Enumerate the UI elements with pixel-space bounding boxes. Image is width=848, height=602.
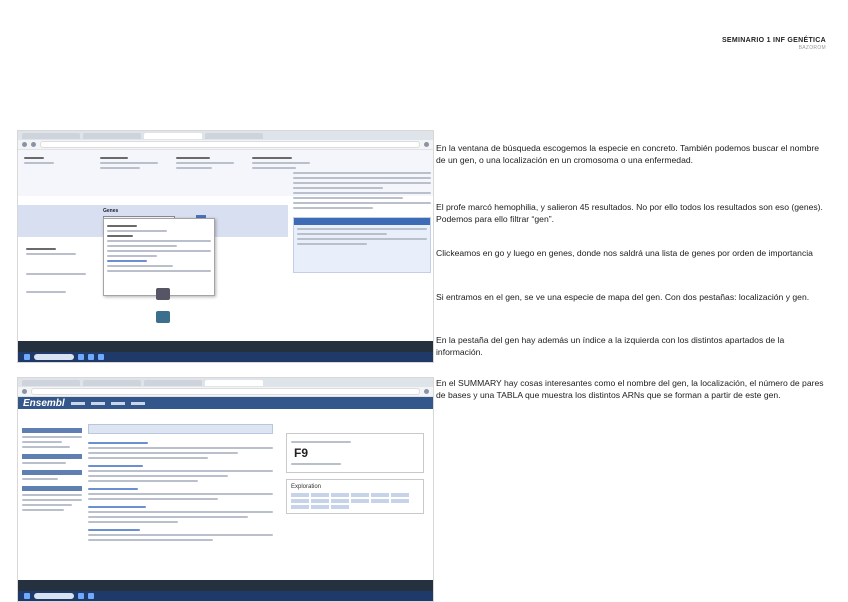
windows-icon [24, 354, 30, 360]
taskbar [18, 352, 433, 362]
results-list [88, 424, 273, 544]
browser-address-bar [18, 140, 433, 150]
browser-tab-bar [18, 131, 433, 140]
gene-symbol: F9 [294, 446, 309, 460]
page-subtitle: BAZOROM [798, 45, 826, 51]
taskbar-search [34, 593, 74, 599]
app-icon [78, 593, 84, 599]
search-label: Genes [103, 208, 119, 214]
url-field [31, 388, 420, 395]
paragraph-2: El profe marcó hemophilia, y salieron 45 resultados. No por ello todos los resultados son eso (genes). Podemos para ello filtrar “gen”. [436, 202, 823, 224]
browser-tab [144, 380, 202, 386]
paragraph-3: Clickeamos en go y luego en genes, donde nos saldrá una lista de genes por orden de importancia [436, 248, 813, 258]
footer-bar [18, 580, 433, 591]
extensions-icon [424, 142, 429, 147]
taskbar-search [34, 354, 74, 360]
search-dropdown [103, 218, 215, 296]
screenshot-ensembl-results [17, 377, 434, 602]
page-header [722, 37, 826, 51]
back-icon [22, 142, 27, 147]
app-icon [98, 354, 104, 360]
info-panel [293, 217, 431, 273]
browser-tab [22, 133, 80, 139]
paragraph-1: En la ventana de búsqueda escogemos la especie en concreto. También podemos buscar el nombre de un gen, o una localización en un cromosoma o una enfermedad. [436, 143, 819, 165]
browser-tab [205, 133, 263, 139]
thumbnail-image [156, 288, 170, 300]
browser-tab [22, 380, 80, 386]
exploration-label: Exploration [291, 484, 322, 490]
right-column [293, 169, 431, 339]
ensembl-nav [18, 397, 433, 409]
exploration-box [286, 479, 424, 514]
reload-icon [31, 142, 36, 147]
windows-icon [24, 593, 30, 599]
browser-tab [83, 380, 141, 386]
browser-tab-bar [18, 378, 433, 387]
profile-icon [424, 389, 429, 394]
ensembl-logo: Ensembl [23, 397, 65, 409]
paragraph-6: En el SUMMARY hay cosas interesantes como el nombre del gen, la localización, el número de pares de bases y una TABLA que muestra los distintos ARNs que se forman a partir de este gen. [436, 378, 824, 400]
browser-tab-active [144, 133, 202, 139]
filter-sidebar [22, 422, 82, 514]
app-icon [88, 354, 94, 360]
main-content [18, 188, 288, 338]
paragraph-4: Si entramos en el gen, se ve una especie de mapa del gen. Con dos pestañas: localización y gen. [436, 292, 810, 302]
browser-tab [83, 133, 141, 139]
gene-card [286, 433, 424, 473]
app-icon [78, 354, 84, 360]
paragraph-5: En la pestaña del gen hay además un índice a la izquierda con los distintos apartados de la información. [436, 335, 785, 357]
app-icon [88, 593, 94, 599]
results-search-bar [88, 424, 273, 434]
notice-bar [18, 341, 433, 352]
browser-tab-active [205, 380, 263, 386]
back-icon [22, 389, 27, 394]
gene-summary-column [286, 433, 424, 520]
page-title: SEMINARIO 1 INF GENÉTICA [721, 37, 826, 44]
browser-address-bar [18, 387, 433, 397]
url-field [40, 141, 420, 148]
screenshot-search-page [17, 130, 434, 363]
thumbnail-image [156, 311, 170, 323]
